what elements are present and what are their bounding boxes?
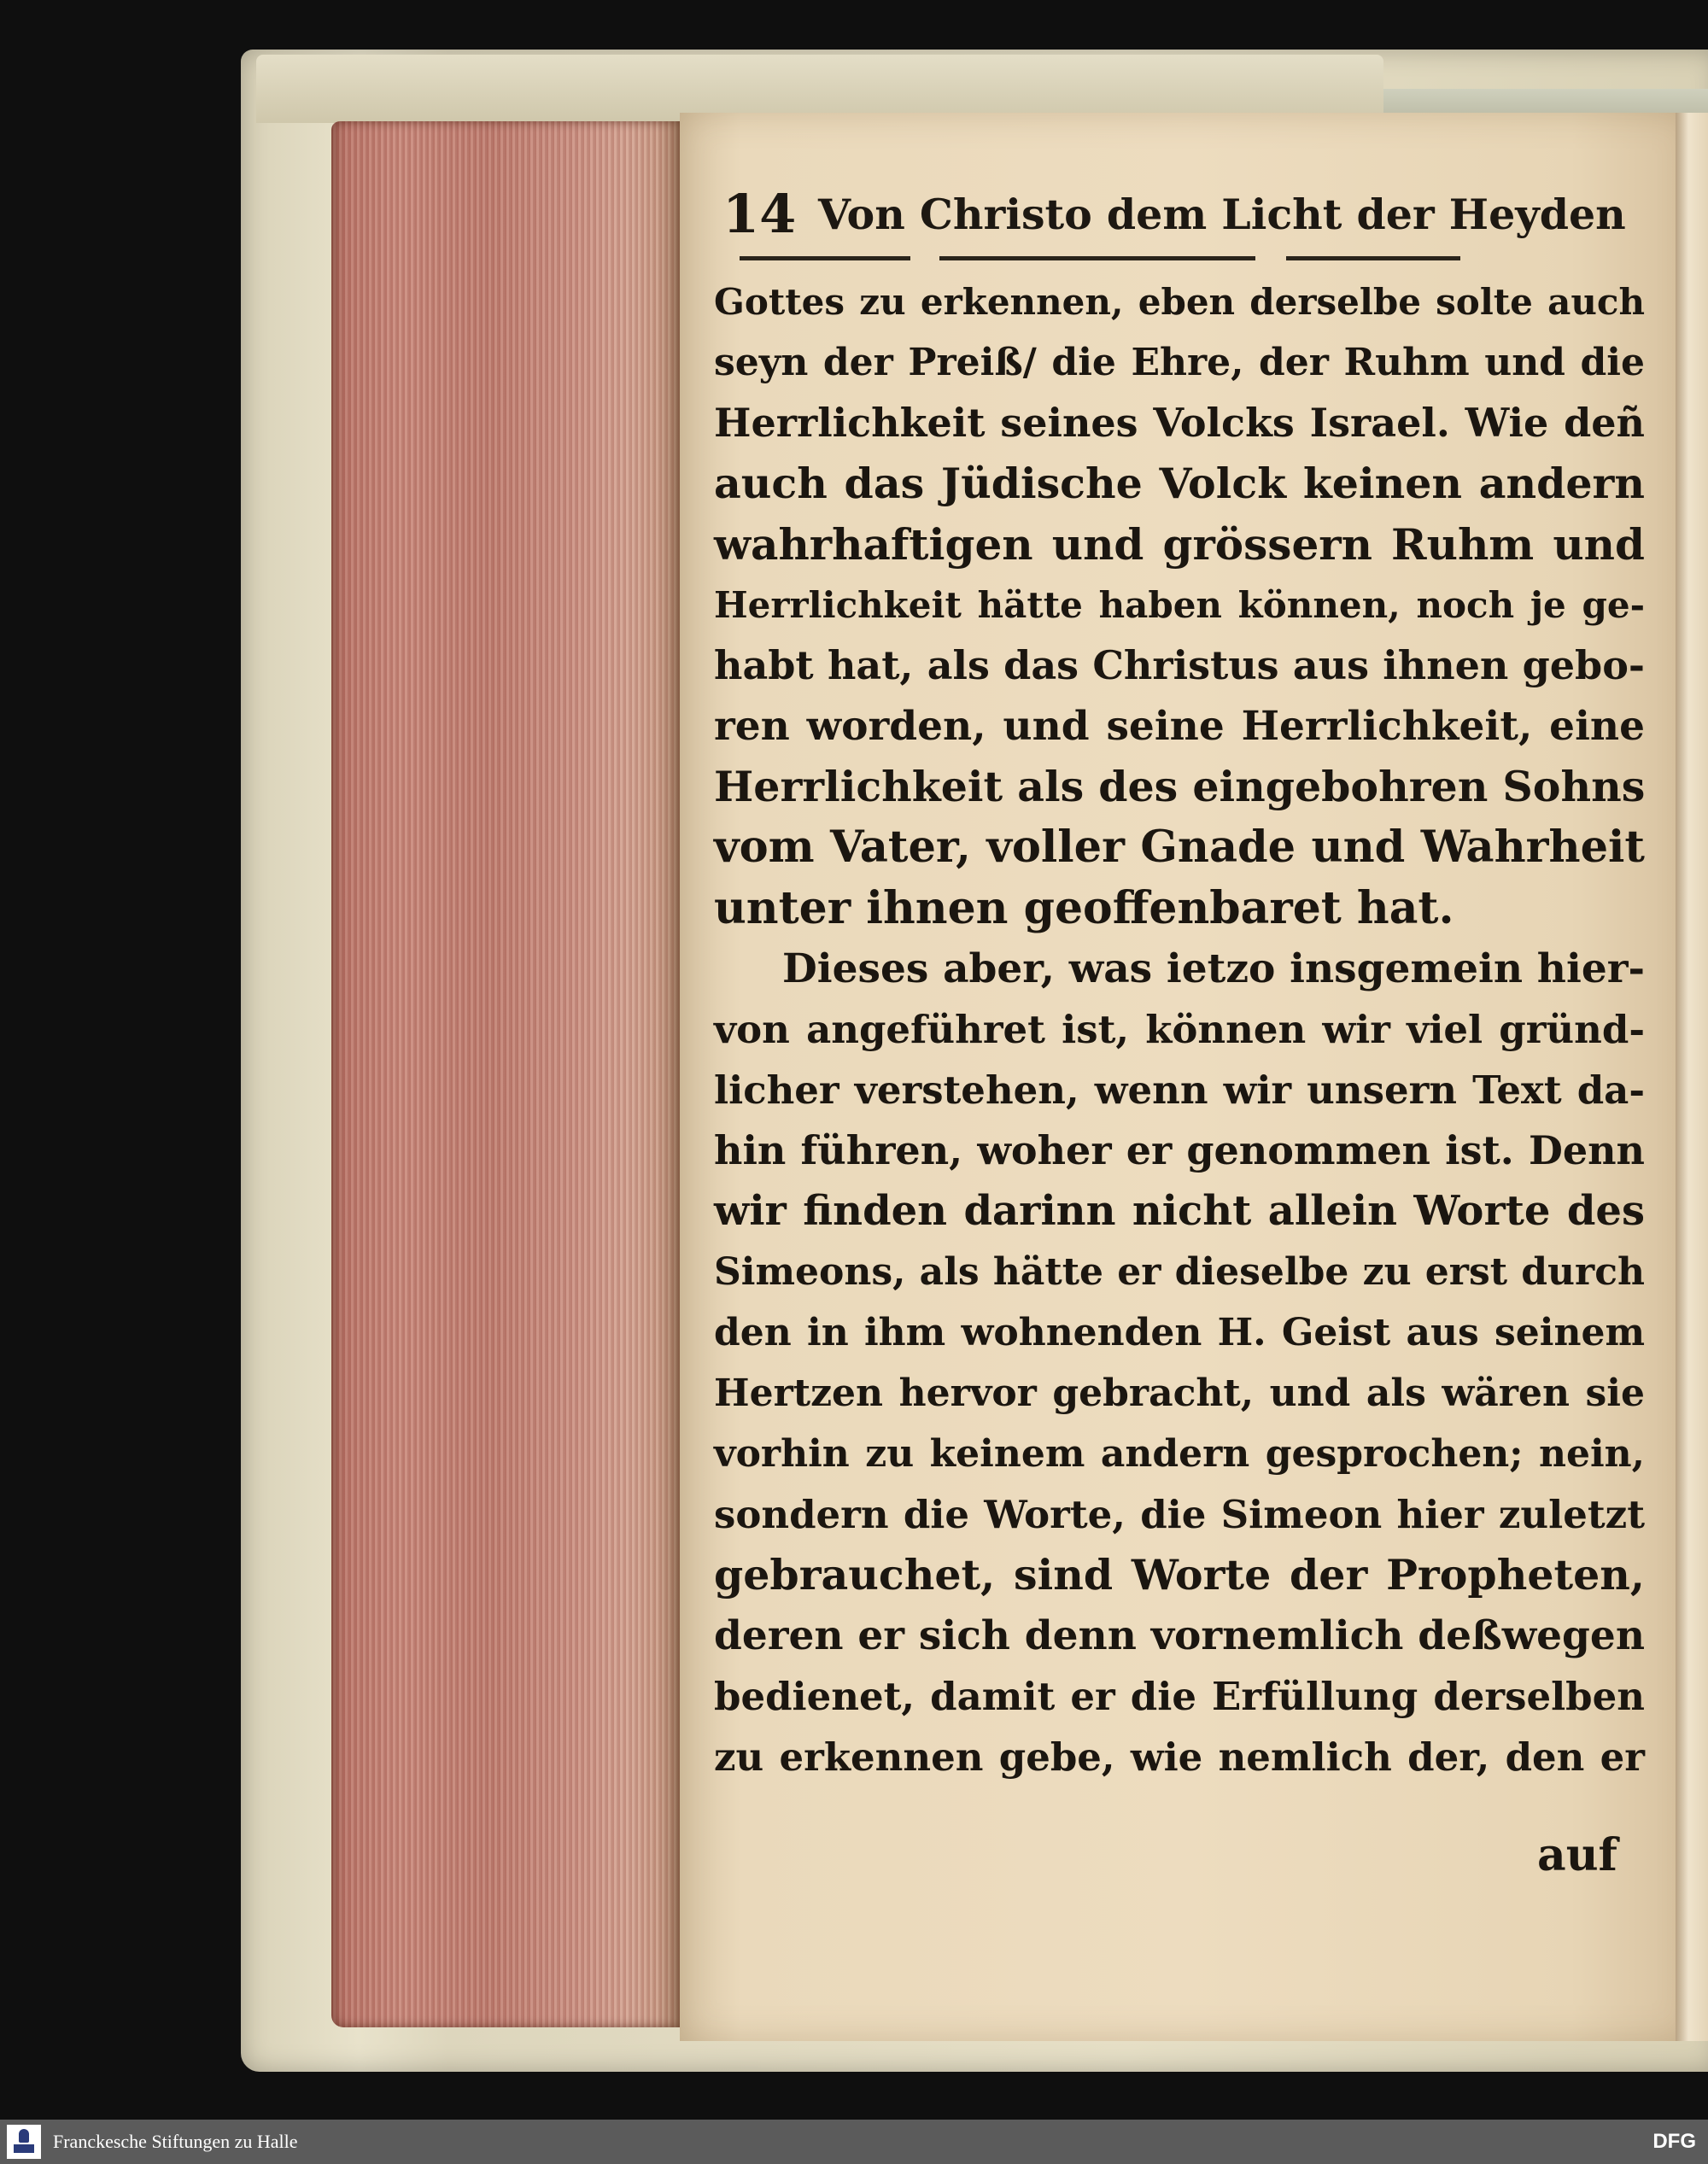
text-line: Herrlichkeit als des eingebohren Sohns <box>714 762 1646 811</box>
head-rule-left <box>740 256 910 260</box>
body-text <box>714 272 1645 1787</box>
institution-logo-icon <box>7 2125 41 2159</box>
book-gutter <box>1676 113 1708 2041</box>
text-line: hin führen, woher er genommen ist. Denn <box>714 1127 1645 1173</box>
footer-bar <box>0 2120 1708 2164</box>
text-line: wir finden darinn nicht allein Worte des <box>714 1187 1645 1235</box>
text-line: ren worden, und seine Herrlichkeit, eine <box>714 703 1645 750</box>
text-line: vom Vater, voller Gnade und Wahrheit <box>714 822 1645 873</box>
text-line: von angeführet ist, können wir viel gründ- <box>714 1007 1645 1052</box>
page-number: 14 <box>722 183 797 245</box>
head-rule-right <box>1286 256 1460 260</box>
text-line: licher verstehen, wenn wir unsern Text da- <box>714 1067 1645 1113</box>
text-line: Herrlichkeit hätte haben können, noch je ge- <box>714 584 1645 626</box>
text-line: gebrauchet, sind Worte der Propheten, <box>714 1550 1645 1600</box>
text-line: seyn der Preiß/ die Ehre, der Ruhm und die <box>714 341 1645 384</box>
text-line: vorhin zu keinem andern gesprochen; nein, <box>714 1432 1645 1476</box>
text-line: Simeons, als hätte er dieselbe zu erst durch <box>714 1250 1645 1294</box>
text-line: unter ihnen geoffenbaret hat. <box>714 882 1454 934</box>
text-line: deren er sich denn vornemlich deßwegen <box>714 1612 1645 1659</box>
running-title: Von Christo dem Licht der Heyden <box>818 190 1626 239</box>
text-line: wahrhaftigen und grössern Ruhm und <box>714 519 1645 570</box>
text-line: bedienet, damit er die Erfüllung derselben <box>714 1674 1645 1719</box>
text-line: Hertzen hervor gebracht, und als wären sie <box>714 1372 1645 1415</box>
text-line: zu erkennen gebe, wie nemlich der, den er <box>714 1734 1645 1780</box>
paragraph-first-line: Dieses aber, was ietzo insgemein hier- <box>782 945 1645 992</box>
text-line: den in ihm wohnenden H. Geist aus seinem <box>714 1311 1645 1354</box>
catchword: auf <box>1537 1829 1617 1881</box>
text-line: habt hat, als das Christus aus ihnen gebo- <box>714 642 1645 688</box>
text-line: sondern die Worte, die Simeon hier zuletzt <box>714 1492 1645 1537</box>
text-line: Herrlichkeit seines Volcks Israel. Wie deñ <box>714 400 1645 446</box>
head-rule-center <box>939 256 1255 260</box>
text-line: auch das Jüdische Volck keinen andern <box>714 459 1645 508</box>
logo-base <box>14 2144 34 2153</box>
dfg-logo: DFG <box>1652 2130 1696 2153</box>
institution-name: Franckesche Stiftungen zu Halle <box>53 2131 298 2152</box>
logo-figure <box>19 2129 29 2143</box>
running-head <box>722 176 1636 253</box>
page-edges-block <box>331 121 680 2027</box>
text-line: Gottes zu erkennen, eben derselbe solte auch <box>714 281 1645 323</box>
